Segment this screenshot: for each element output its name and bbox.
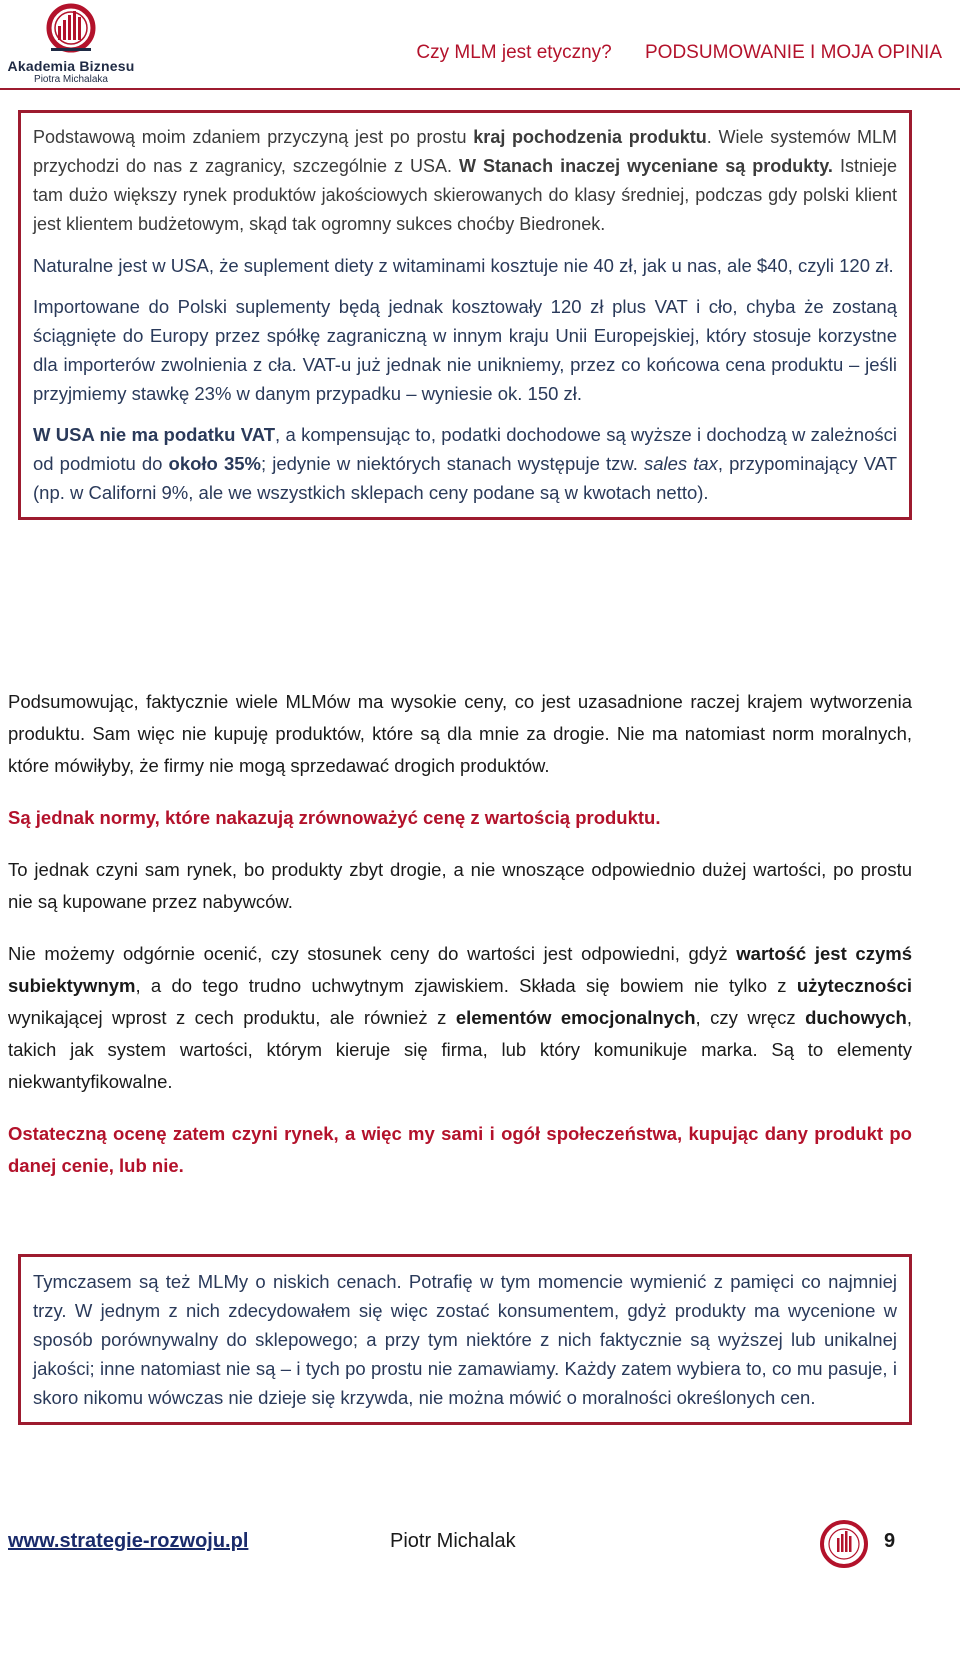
logo-title: Akademia Biznesu xyxy=(7,58,135,74)
header-links xyxy=(388,42,942,64)
box1-paragraph-2: Naturalne jest w USA, że suplement diety z witaminami kosztuje nie 40 zł, jak u nas, ale $40, czyli 120 zł. xyxy=(33,255,894,276)
info-box-usa xyxy=(18,110,912,520)
logo-subtitle: Piotra Michalaka xyxy=(34,74,108,85)
page-number: 9 xyxy=(884,1530,896,1552)
box1-paragraph-1: Podstawową moim zdaniem przyczyną jest po prostu kraj pochodzenia produktu. Wiele systemów MLM przychodzi do nas z zagranicy, szczególnie z USA. W Stanach inaczej wyceniane są produkty. Istnieje tam dużo większy rynek produktów jakościowych skierowanych do klasy średniej, podczas gdy polski klient jest klientem budżetowym, skąd tak ogromny sukces choćby Biedronek. xyxy=(33,127,897,234)
main-paragraph-4: Nie możemy odgórnie ocenić, czy stosunek ceny do wartości jest odpowiedni, gdyż wartość jest czymś subiektywnym, a do tego trudno uchwytnym zjawiskiem. Składa się bowiem nie tylko z użyteczności wynikającej wprost z cech produktu, ale również z elementów emocjonalnych, czy wręcz duchowych, takich jak system wartości, którym kieruje się firma, lub który komunikuje marka. Są to elementy niekwantyfikowalne. xyxy=(8,943,912,1092)
footer-logo-icon xyxy=(818,1518,870,1570)
footer-website-link[interactable]: www.strategie-rozwoju.pl xyxy=(8,1530,249,1552)
box1-paragraph-3: Importowane do Polski suplementy będą jednak kosztowały 120 zł plus VAT i cło, chyba że zostaną ściągnięte do Europy przez spółkę zagraniczną w innym kraju Unii Europejskiej, który stosuje korzystne dla importerów zwolnienia z cła. VAT-u już jednak nie unikniemy, przez co końcowa cena produktu – jeśli przyjmiemy stawkę 23% w danym przypadku – wyniesie ok. 150 zł. xyxy=(33,296,897,404)
box2-paragraph-1: Tymczasem są też MLMy o niskich cenach. Potrafię w tym momencie wymienić z pamięci co najmniej trzy. W jednym z nich zdecydowałem się więc zostać konsumentem, gdyż produkty ma wycenione w sposób porównywalny do sklepowego; a przy tym niektóre z nich faktycznie są wyższej lub unikalnej jakości; inne natomiast nie są – i tych po prostu nie zamawiamy. Każdy zatem wybiera to, co mu pasuje, i skoro nikomu wówczas nie dzieje się krzywda, nie można mówić o moralności określonych cen. xyxy=(33,1271,897,1408)
info-box-low-prices xyxy=(18,1254,912,1425)
footer-author: Piotr Michalak xyxy=(390,1530,516,1552)
main-content xyxy=(8,686,912,1202)
box1-paragraph-4: W USA nie ma podatku VAT, a kompensując to, podatki dochodowe są wyższe i dochodzą w zależności od podmiotu do około 35%; jedynie w niektórych stanach występuje tzw. sales tax, przypominający VAT (np. w Californi 9%, ale we wszystkich sklepach ceny podane są w kwotach netto). xyxy=(33,424,897,503)
header-divider xyxy=(0,88,960,90)
main-highlight-1: Są jednak normy, które nakazują zrównoważyć cenę z wartością produktu. xyxy=(8,807,661,828)
header-link-podsumowanie[interactable]: PODSUMOWANIE I MOJA OPINIA xyxy=(645,42,942,63)
page-footer xyxy=(0,1518,960,1578)
page-header xyxy=(0,0,960,90)
main-paragraph-3: To jednak czyni sam rynek, bo produkty zbyt drogie, a nie wnoszące odpowiednio dużej wartości, po prostu nie są kupowane przez nabywców. xyxy=(8,859,912,912)
header-link-etyka[interactable]: Czy MLM jest etyczny? xyxy=(416,42,612,63)
main-paragraph-1: Podsumowując, faktycznie wiele MLMów ma wysokie ceny, co jest uzasadnione raczej krajem wytworzenia produktu. Sam więc nie kupuję produktów, które są dla mnie za drogie. Nie ma natomiast norm moralnych, które mówiłyby, że firmy nie mogą sprzedawać drogich produktów. xyxy=(8,691,912,776)
main-highlight-2: Ostateczną ocenę zatem czyni rynek, a więc my sami i ogół społeczeństwa, kupując dany produkt po danej cenie, lub nie. xyxy=(8,1123,912,1176)
